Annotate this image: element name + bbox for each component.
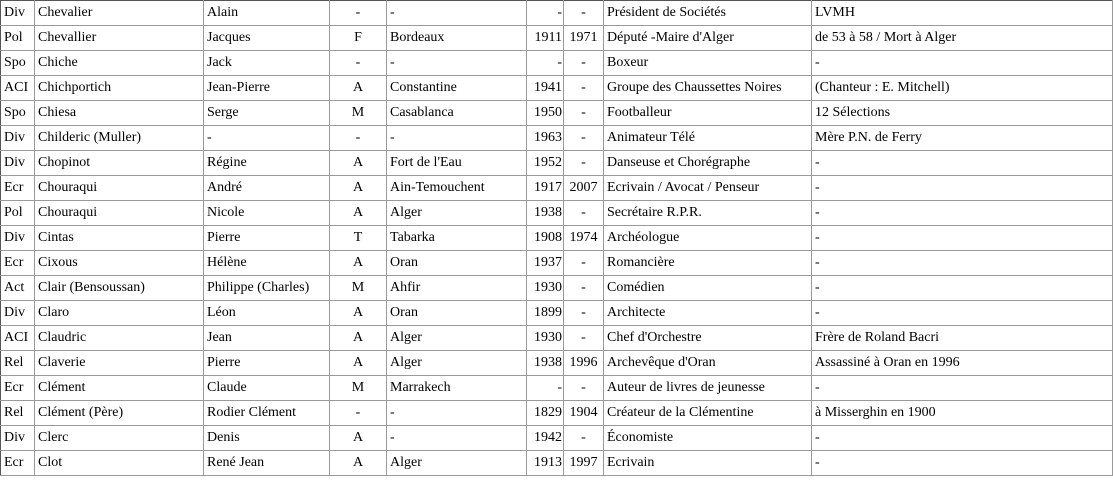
origin-code-cell: - [330,51,387,76]
surname-cell: Claro [35,301,204,326]
birth-year-cell: 1930 [527,326,564,351]
birth-year-cell: 1899 [527,301,564,326]
firstname-cell: Serge [204,101,330,126]
notes-cell: de 53 à 58 / Mort à Alger [812,26,1113,51]
birthplace-cell: - [387,51,527,76]
firstname-cell: Denis [204,426,330,451]
birthplace-cell: - [387,426,527,451]
birthplace-cell: Oran [387,251,527,276]
death-year-cell: - [564,426,604,451]
notes-cell: LVMH [812,1,1113,26]
occupation-cell: Auteur de livres de jeunesse [604,376,812,401]
table-row [1,151,1113,176]
notes-cell: - [812,201,1113,226]
origin-code-cell: A [330,201,387,226]
birthplace-cell: Tabarka [387,226,527,251]
death-year-cell: - [564,201,604,226]
death-year-cell: - [564,376,604,401]
occupation-cell: Économiste [604,426,812,451]
birthplace-cell: Alger [387,451,527,476]
firstname-cell: Rodier Clément [204,401,330,426]
birthplace-cell: Alger [387,201,527,226]
firstname-cell: - [204,126,330,151]
birth-year-cell: - [527,51,564,76]
occupation-cell: Footballeur [604,101,812,126]
origin-code-cell: A [330,351,387,376]
birth-year-cell: 1930 [527,276,564,301]
death-year-cell: 1997 [564,451,604,476]
birth-year-cell: - [527,1,564,26]
notes-cell: - [812,176,1113,201]
surname-cell: Chevalier [35,1,204,26]
birthplace-cell: Oran [387,301,527,326]
birth-year-cell: 1950 [527,101,564,126]
birth-year-cell: 1938 [527,351,564,376]
death-year-cell: - [564,101,604,126]
origin-code-cell: - [330,1,387,26]
surname-cell: Chiesa [35,101,204,126]
surname-cell: Clair (Bensoussan) [35,276,204,301]
notes-cell: 12 Sélections [812,101,1113,126]
birth-year-cell: 1829 [527,401,564,426]
death-year-cell: - [564,126,604,151]
category-cell: Spo [1,101,35,126]
table-row [1,201,1113,226]
notes-cell: Assassiné à Oran en 1996 [812,351,1113,376]
table-row [1,426,1113,451]
category-cell: Div [1,1,35,26]
table-row [1,126,1113,151]
firstname-cell: Pierre [204,226,330,251]
origin-code-cell: M [330,101,387,126]
notes-cell: - [812,426,1113,451]
category-cell: Ecr [1,451,35,476]
table-body [1,1,1113,476]
category-cell: Ecr [1,376,35,401]
death-year-cell: - [564,151,604,176]
occupation-cell: Député -Maire d'Alger [604,26,812,51]
table-row [1,276,1113,301]
table-row [1,101,1113,126]
occupation-cell: Architecte [604,301,812,326]
firstname-cell: Philippe (Charles) [204,276,330,301]
notes-cell: - [812,151,1113,176]
origin-code-cell: A [330,451,387,476]
death-year-cell: - [564,1,604,26]
firstname-cell: Hélène [204,251,330,276]
occupation-cell: Ecrivain [604,451,812,476]
birth-year-cell: - [527,376,564,401]
firstname-cell: Jack [204,51,330,76]
surname-cell: Chichportich [35,76,204,101]
table-row [1,401,1113,426]
notes-cell: - [812,451,1113,476]
birthplace-cell: Casablanca [387,101,527,126]
birthplace-cell: Constantine [387,76,527,101]
origin-code-cell: A [330,76,387,101]
origin-code-cell: - [330,126,387,151]
occupation-cell: Chef d'Orchestre [604,326,812,351]
birthplace-cell: Ahfir [387,276,527,301]
category-cell: Div [1,301,35,326]
origin-code-cell: F [330,26,387,51]
surname-cell: Chevallier [35,26,204,51]
table-row [1,226,1113,251]
category-cell: Ecr [1,251,35,276]
table-row [1,326,1113,351]
table-row [1,1,1113,26]
category-cell: ACI [1,76,35,101]
surname-cell: Chouraqui [35,176,204,201]
table-row [1,301,1113,326]
birth-year-cell: 1941 [527,76,564,101]
death-year-cell: 1971 [564,26,604,51]
category-cell: Div [1,126,35,151]
notes-cell: - [812,51,1113,76]
category-cell: Rel [1,351,35,376]
origin-code-cell: M [330,276,387,301]
surname-cell: Cintas [35,226,204,251]
death-year-cell: 1904 [564,401,604,426]
birth-year-cell: 1942 [527,426,564,451]
origin-code-cell: A [330,301,387,326]
notes-cell: Frère de Roland Bacri [812,326,1113,351]
birth-year-cell: 1952 [527,151,564,176]
occupation-cell: Président de Sociétés [604,1,812,26]
category-cell: Ecr [1,176,35,201]
surname-cell: Clément (Père) [35,401,204,426]
birthplace-cell: Alger [387,326,527,351]
notes-cell: - [812,226,1113,251]
occupation-cell: Archevêque d'Oran [604,351,812,376]
death-year-cell: 2007 [564,176,604,201]
table-row [1,376,1113,401]
category-cell: Rel [1,401,35,426]
origin-code-cell: A [330,251,387,276]
origin-code-cell: A [330,326,387,351]
birth-year-cell: 1937 [527,251,564,276]
occupation-cell: Secrétaire R.P.R. [604,201,812,226]
category-cell: ACI [1,326,35,351]
occupation-cell: Comédien [604,276,812,301]
death-year-cell: - [564,51,604,76]
category-cell: Div [1,151,35,176]
birthplace-cell: Ain-Temouchent [387,176,527,201]
occupation-cell: Ecrivain / Avocat / Penseur [604,176,812,201]
notes-cell: à Misserghin en 1900 [812,401,1113,426]
surname-cell: Clot [35,451,204,476]
surname-cell: Chiche [35,51,204,76]
firstname-cell: Jacques [204,26,330,51]
death-year-cell: - [564,76,604,101]
origin-code-cell: T [330,226,387,251]
category-cell: Div [1,226,35,251]
surname-cell: Childeric (Muller) [35,126,204,151]
birth-year-cell: 1911 [527,26,564,51]
firstname-cell: Alain [204,1,330,26]
origin-code-cell: - [330,401,387,426]
occupation-cell: Boxeur [604,51,812,76]
occupation-cell: Archéologue [604,226,812,251]
firstname-cell: Pierre [204,351,330,376]
death-year-cell: 1996 [564,351,604,376]
birthplace-cell: Fort de l'Eau [387,151,527,176]
firstname-cell: Claude [204,376,330,401]
category-cell: Act [1,276,35,301]
birthplace-cell: - [387,401,527,426]
occupation-cell: Danseuse et Chorégraphe [604,151,812,176]
category-cell: Spo [1,51,35,76]
birth-year-cell: 1913 [527,451,564,476]
surname-cell: Cixous [35,251,204,276]
notes-cell: Mère P.N. de Ferry [812,126,1113,151]
death-year-cell: - [564,326,604,351]
table-row [1,251,1113,276]
category-cell: Pol [1,201,35,226]
notes-cell: - [812,301,1113,326]
occupation-cell: Créateur de la Clémentine [604,401,812,426]
surname-cell: Clément [35,376,204,401]
notes-cell: - [812,376,1113,401]
surname-cell: Chouraqui [35,201,204,226]
death-year-cell: 1974 [564,226,604,251]
firstname-cell: René Jean [204,451,330,476]
birth-year-cell: 1963 [527,126,564,151]
notes-cell: - [812,251,1113,276]
origin-code-cell: M [330,376,387,401]
surname-cell: Claudric [35,326,204,351]
death-year-cell: - [564,301,604,326]
birth-year-cell: 1938 [527,201,564,226]
birthplace-cell: Alger [387,351,527,376]
surname-cell: Chopinot [35,151,204,176]
table-row [1,26,1113,51]
category-cell: Pol [1,26,35,51]
table-row [1,51,1113,76]
firstname-cell: Régine [204,151,330,176]
firstname-cell: Jean [204,326,330,351]
category-cell: Div [1,426,35,451]
occupation-cell: Romancière [604,251,812,276]
notes-cell: (Chanteur : E. Mitchell) [812,76,1113,101]
notes-cell: - [812,276,1113,301]
surname-cell: Claverie [35,351,204,376]
table-row [1,76,1113,101]
death-year-cell: - [564,276,604,301]
birthplace-cell: Bordeaux [387,26,527,51]
death-year-cell: - [564,251,604,276]
occupation-cell: Animateur Télé [604,126,812,151]
firstname-cell: André [204,176,330,201]
surname-cell: Clerc [35,426,204,451]
occupation-cell: Groupe des Chaussettes Noires [604,76,812,101]
table-row [1,176,1113,201]
birth-year-cell: 1917 [527,176,564,201]
table-row [1,351,1113,376]
firstname-cell: Léon [204,301,330,326]
origin-code-cell: A [330,151,387,176]
birthplace-cell: - [387,126,527,151]
firstname-cell: Nicole [204,201,330,226]
origin-code-cell: A [330,426,387,451]
table-row [1,451,1113,476]
firstname-cell: Jean-Pierre [204,76,330,101]
origin-code-cell: A [330,176,387,201]
birthplace-cell: - [387,1,527,26]
birth-year-cell: 1908 [527,226,564,251]
birthplace-cell: Marrakech [387,376,527,401]
